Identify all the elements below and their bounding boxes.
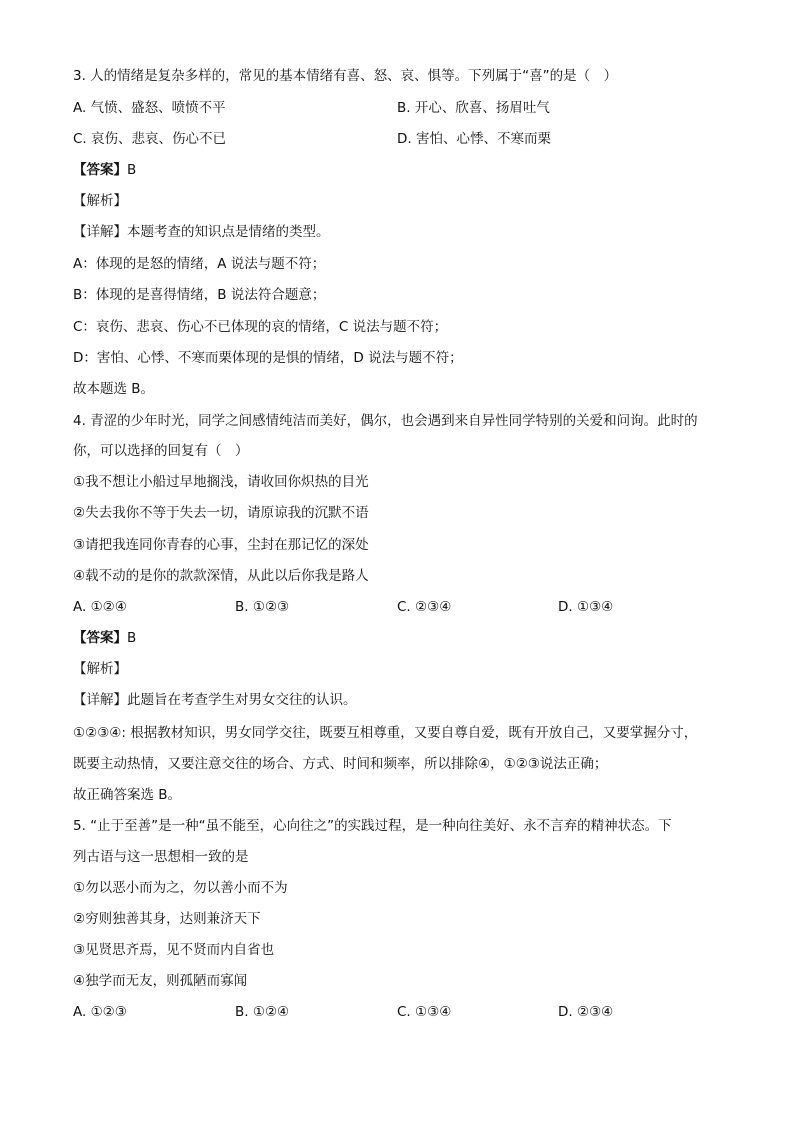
q5-item-4: ④独学而无友，则孤陋而寡闻 bbox=[73, 973, 248, 989]
q4-line-3: 故正确答案选 B。 bbox=[73, 787, 182, 803]
q4-analysis-tag: 【解析】 bbox=[73, 661, 127, 677]
q3-answer-tag: 【答案】 bbox=[73, 162, 127, 178]
q4-line-1: ①②③④: 根据教材知识，男女同学交往，既要互相尊重，又要自尊自爱，既有开放自己，又要掌握分寸， bbox=[73, 725, 698, 741]
q3-line-5: 故本题选 B。 bbox=[73, 381, 155, 397]
q4-item-1: ①我不想让小船过早地搁浅，请收回你炽热的目光 bbox=[73, 474, 369, 490]
q5-item-3: ③见贤思齐焉，见不贤而内自省也 bbox=[73, 942, 275, 958]
q4-detail-text: 此题旨在考查学生对男女交往的认识。 bbox=[127, 692, 357, 708]
q4-detail bbox=[73, 691, 357, 709]
q3-line-4: D：害怕、心悸、不寒而栗体现的是惧的情绪，D 说法与题不符； bbox=[73, 350, 463, 366]
q4-answer bbox=[73, 629, 136, 647]
q3-analysis-tag: 【解析】 bbox=[73, 193, 127, 209]
q3-line-3: C：哀伤、悲哀、伤心不已体现的哀的情绪，C 说法与题不符； bbox=[73, 319, 448, 335]
q3-line-2: B：体现的是喜得情绪，B 说法符合题意； bbox=[73, 287, 326, 303]
q3-detail bbox=[73, 223, 330, 241]
q4-stem-line-1: 4. 青涩的少年时光，同学之间感情纯洁而美好，偶尔，也会遇到来自异性同学特别的关爱和问询。此时的 bbox=[73, 413, 698, 429]
q3-detail-tag: 【详解】 bbox=[73, 224, 127, 240]
q3-detail-text: 本题考查的知识点是情绪的类型。 bbox=[127, 224, 330, 240]
q4-item-3: ③请把我连同你青春的心事，尘封在那记忆的深处 bbox=[73, 537, 369, 553]
q5-item-1: ①勿以恶小而为之，勿以善小而不为 bbox=[73, 880, 288, 896]
q5-option-d: D. ②③④ bbox=[558, 1004, 614, 1020]
q3-option-b: B. 开心、欣喜、扬眉吐气 bbox=[397, 100, 550, 116]
q5-stem-line-2: 列古语与这一思想相一致的是 bbox=[73, 849, 249, 865]
q5-stem-line-1: 5. “止于至善”是一种“虽不能至，心向往之”的实践过程，是一种向往美好、永不言弃的精神状态。下 bbox=[73, 818, 672, 834]
q3-option-a: A. 气愤、盛怒、喷愤不平 bbox=[73, 100, 226, 116]
q4-answer-value: B bbox=[127, 630, 137, 646]
q4-item-2: ②失去我你不等于失去一切，请原谅我的沉默不语 bbox=[73, 505, 369, 521]
q3-option-c: C. 哀伤、悲哀、伤心不已 bbox=[73, 131, 227, 147]
q3-stem: 3. 人的情绪是复杂多样的，常见的基本情绪有喜、怒、哀、惧等。下列属于“喜”的是（ ） bbox=[73, 68, 618, 84]
q4-stem-line-2: 你，可以选择的回复有（ ） bbox=[73, 443, 249, 459]
q4-option-d: D. ①③④ bbox=[558, 599, 614, 615]
q4-item-4: ④载不动的是你的款款深情，从此以后你我是路人 bbox=[73, 568, 369, 584]
q5-option-a: A. ①②③ bbox=[73, 1004, 127, 1020]
q5-item-2: ②穷则独善其身，达则兼济天下 bbox=[73, 911, 261, 927]
q3-option-d: D. 害怕、心悸、不寒而栗 bbox=[397, 131, 551, 147]
q4-option-a: A. ①②④ bbox=[73, 599, 127, 615]
q5-option-c: C. ①③④ bbox=[397, 1004, 452, 1020]
q4-option-b: B. ①②③ bbox=[235, 599, 290, 615]
q4-detail-tag: 【详解】 bbox=[73, 692, 127, 708]
q4-line-2: 既要主动热情，又要注意交往的场合、方式、时间和频率，所以排除④，①②③说法正确； bbox=[73, 756, 608, 772]
q4-answer-tag: 【答案】 bbox=[73, 630, 127, 646]
q3-answer-value: B bbox=[127, 162, 137, 178]
q3-answer bbox=[73, 161, 136, 179]
q5-option-b: B. ①②④ bbox=[235, 1004, 290, 1020]
q3-line-1: A：体现的是怒的情绪，A 说法与题不符； bbox=[73, 256, 326, 272]
q4-option-c: C. ②③④ bbox=[397, 599, 452, 615]
